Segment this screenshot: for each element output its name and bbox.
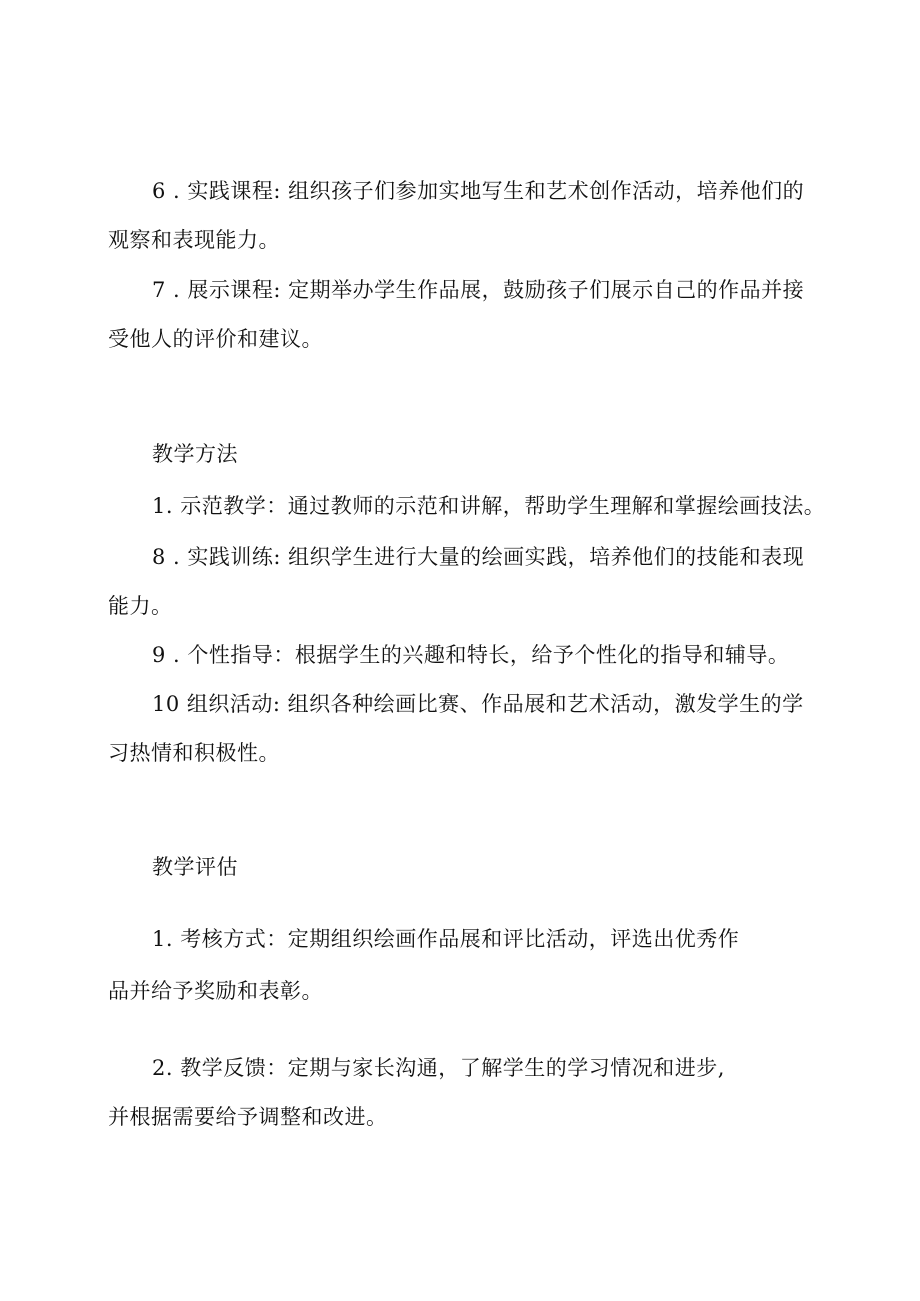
course-item-7-line-2: 受他人的评价和建议。 — [108, 327, 323, 351]
evaluation-item-1-line-1: 1. 考核方式：定期组织绘画作品展和评比活动，评选出优秀作 — [152, 927, 740, 951]
method-item-10-line-1: 10 组织活动: 组织各种绘画比赛、作品展和艺术活动，激发学生的学 — [152, 692, 804, 716]
method-item-8-line-2: 能力。 — [108, 594, 173, 618]
teaching-methods-heading: 教学方法 — [152, 442, 238, 466]
teaching-evaluation-heading: 教学评估 — [152, 855, 238, 879]
method-item-8-line-1: 8 . 实践训练: 组织学生进行大量的绘画实践，培养他们的技能和表现 — [152, 545, 805, 569]
evaluation-item-2-line-1: 2. 教学反馈：定期与家长沟通，了解学生的学习情况和进步, — [152, 1056, 725, 1080]
course-item-7-line-1: 7 . 展示课程: 定期举办学生作品展，鼓励孩子们展示自己的作品并接 — [152, 278, 805, 302]
evaluation-item-2-line-2: 并根据需要给予调整和改进。 — [108, 1105, 388, 1129]
method-item-9-line-1: 9 . 个性指导：根据学生的兴趣和特长，给予个性化的指导和辅导。 — [152, 643, 790, 667]
method-item-10-line-2: 习热情和积极性。 — [108, 741, 280, 765]
method-item-1-line-1: 1. 示范教学：通过教师的示范和讲解，帮助学生理解和掌握绘画技法。 — [152, 494, 826, 518]
course-item-6-line-1: 6 . 实践课程: 组织孩子们参加实地写生和艺术创作活动，培养他们的 — [152, 179, 805, 203]
evaluation-item-1-line-2: 品并给予奖励和表彰。 — [108, 979, 323, 1003]
course-item-6-line-2: 观察和表现能力。 — [108, 228, 280, 252]
